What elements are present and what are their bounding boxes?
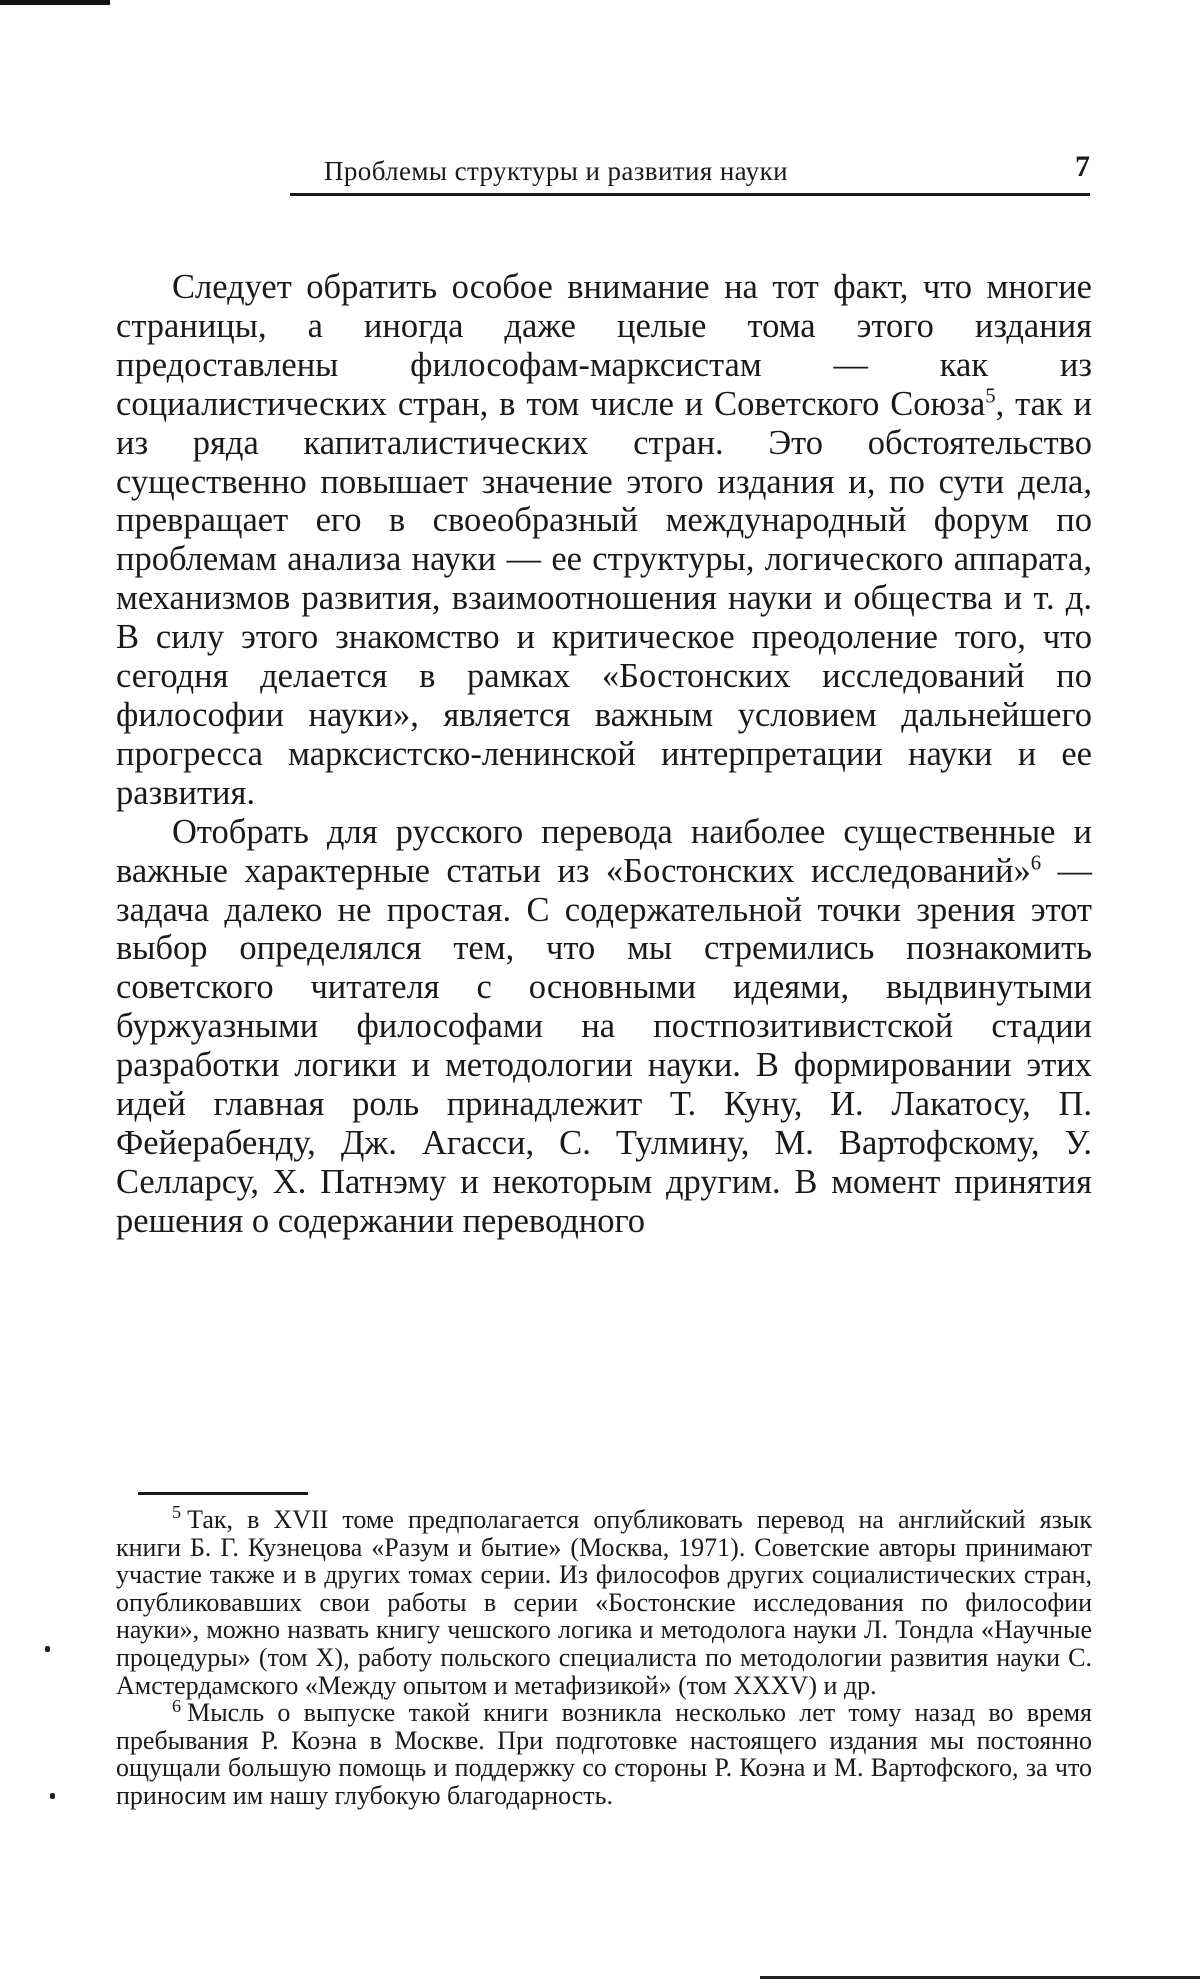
scan-artifact-top-mark [0,0,110,5]
footnote-5-text: Так, в XVII томе предполагается опубликовать перевод на английский язык книги Б. Г. Кузнецова «Разум и бытие» (Москва, 1971). Советские авторы принимают участие также и в других томах серии. Из философов других социалистических стран, опубликовавших свои работы в серии «Бостонские исследования по философии науки», можно назвать книгу чешского логика и методолога науки Л. Тондла «Научные процедуры» (том X), работу польского специалиста по методологии развития науки С. Амстердамского «Между опытом и метафизикой» (том XXXV) и др. [116,1505,1092,1700]
paragraph-1-text-b: , так и из ряда капиталистических стран. Это обстоятельство существенно повышает значение этого издания и, по сути дела, превращает его в своеобразный международный форум по проблемам анализа науки — ее структуры, логического аппарата, механизмов развития, взаимоотношения науки и общества и т. д. В силу этого знакомство и критическое преодоление того, что сегодня делается в рамках «Бостонских исследований по философии науки», является важным условием дальнейшего прогресса марксистско-ленинской интерпретации науки и ее развития. [116,384,1092,812]
paragraph-2-text-a: Отобрать для русского перевода наиболее существенные и важные характерные статьи из «Бостонских исследований» [116,812,1092,890]
footnote-ref-5: 5 [985,385,996,408]
paragraph-1 [116,268,1092,813]
paragraph-1-text-a: Следует обратить особое внимание на тот факт, что многие страницы, а иногда даже целые тома этого издания предоставлены философам-марксистам — как из социалистических стран, в том числе и Советского Союза [116,268,1092,423]
header-rule [290,193,1090,196]
footnote-ref-6: 6 [1030,852,1042,875]
scan-speck [45,1646,50,1652]
footnotes [116,1502,1092,1810]
footnote-6 [116,1695,1092,1810]
footnote-6-text: Мысль о выпуске такой книги возникла несколько лет тому назад во время пребывания Р. Коэна в Москве. При подготовке настоящего издания мы постоянно ощущали большую помощь и поддержку со стороны Р. Коэна и М. Вартофского, за что приносим им нашу глубокую благодарность. [116,1698,1092,1810]
footnote-6-mark: 6 [172,1695,182,1716]
paragraph-2-text-b: — задача далеко не простая. С содержательной точки зрения этот выбор определялся тем, что мы стремились познакомить советского читателя с основными идеями, выдвинутыми буржуазными философами на постпозитивистской стадии разработки логики и методологии науки. В формировании этих идей главная роль принадлежит Т. Куну, И. Лакатосу, П. Фейерабенду, Дж. Агасси, С. Тулмину, М. Вартофскому, У. Селларсу, Х. Патнэму и некоторым другим. В момент принятия решения о содержании переводного [116,851,1093,1240]
main-text [116,268,1092,1241]
running-title: Проблемы структуры и развития науки [324,156,788,186]
scan-artifact-bottom-edge [760,1976,1200,1979]
running-header [290,150,1090,196]
footnote-separator [138,1492,308,1495]
paragraph-2 [116,813,1092,1241]
footnote-5 [116,1502,1092,1700]
footnote-5-mark: 5 [172,1502,182,1523]
scan-speck [50,1793,55,1799]
page-number: 7 [1075,150,1090,183]
